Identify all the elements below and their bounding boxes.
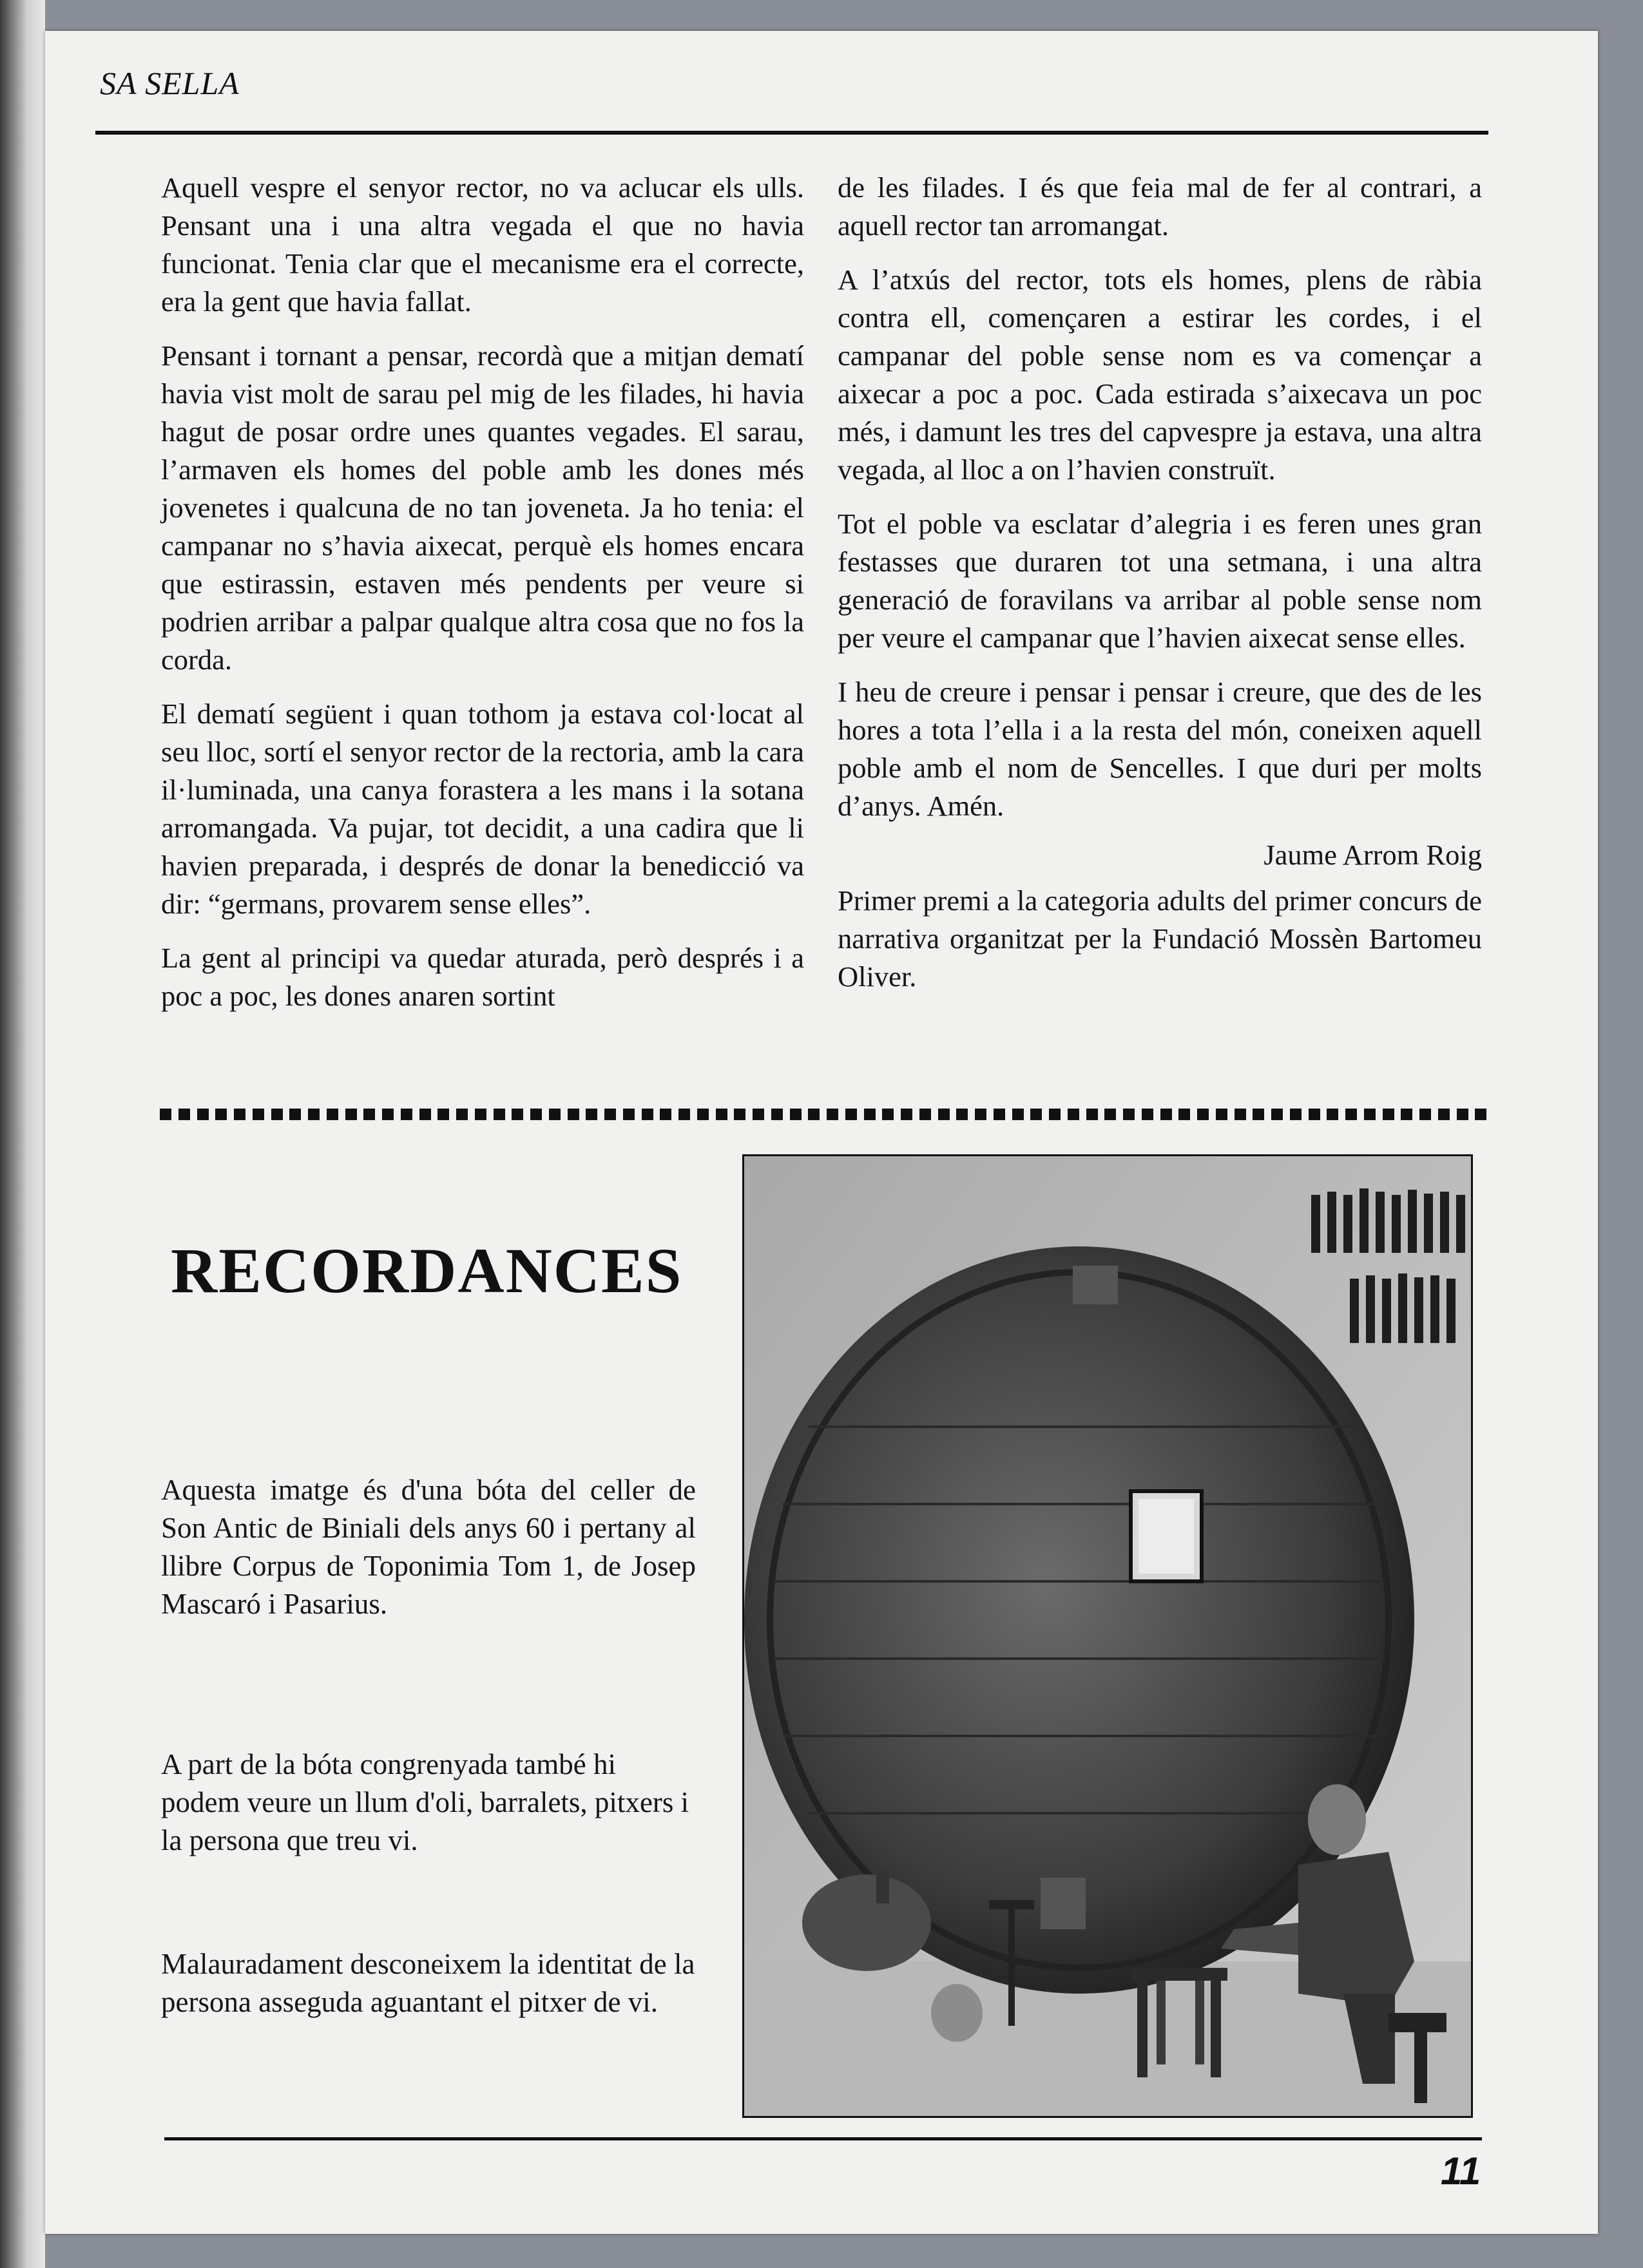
separator-dot <box>1457 1109 1468 1120</box>
separator-dot <box>1030 1109 1042 1120</box>
separator-dot <box>678 1109 690 1120</box>
separator-dot <box>345 1109 357 1120</box>
separator-dot <box>197 1109 209 1120</box>
separator-dot <box>178 1109 190 1120</box>
separator-dot <box>160 1109 171 1120</box>
separator-dot <box>994 1109 1005 1120</box>
header-rule <box>95 131 1488 135</box>
article-right-column <box>838 169 1482 1012</box>
article-paragraph: El dematí següent i quan tothom ja estava col·locat al seu lloc, sortí el senyor rector de la rectoria, amb la cara il·luminada, una canya forastera a les mans i la sotana arromangada. Va pujar, tot decidit, a una cadira que li havien preparada, i després de donar la benedicció va dir: “germans, provarem sense elles”. <box>161 698 804 920</box>
separator-dot <box>1197 1109 1209 1120</box>
page-number: 11 <box>1441 2149 1481 2193</box>
separator-dot <box>642 1109 653 1120</box>
separator-dot <box>382 1109 394 1120</box>
photo-caption-unknown-person: Malauradament desconeixem la identitat de la persona asseguda aguantant el pitxer de vi. <box>161 1948 695 2018</box>
separator-dot <box>437 1109 449 1120</box>
photo-caption-source: Aquesta imatge és d'una bóta del celler de Son Antic de Biniali dels anys 60 i pertany al llibre Corpus de Toponimia Tom 1, de Josep Mascaró i Pasarius. <box>161 1474 696 1620</box>
separator-dot <box>1216 1109 1227 1120</box>
article-paragraph: Tot el poble va esclatar d’alegria i es feren unes gran festasses que duraren tot una setmana, i una altra generació de foravilans va arribar al poble sense nom per veure el campanar que l’havien aixecat sense elles. <box>838 508 1482 654</box>
separator-dot <box>790 1109 802 1120</box>
article-paragraph: La gent al principi va quedar aturada, però després i a poc a poc, les dones anaren sortint <box>161 942 804 1012</box>
separator-dot <box>271 1109 283 1120</box>
separator-dot <box>1160 1109 1172 1120</box>
separator-dot <box>845 1109 857 1120</box>
dotted-separator <box>160 1107 1487 1122</box>
separator-dot <box>1309 1109 1320 1120</box>
separator-dot <box>697 1109 709 1120</box>
separator-dot <box>975 1109 986 1120</box>
separator-dot <box>253 1109 264 1120</box>
separator-dot <box>568 1109 579 1120</box>
separator-dot <box>1345 1109 1357 1120</box>
award-note: Primer premi a la categoria adults del primer concurs de narrativa organitzat per la Fundació Mossèn Bartomeu Oliver. <box>838 884 1482 993</box>
separator-dot <box>1142 1109 1153 1120</box>
separator-dot <box>327 1109 338 1120</box>
separator-dot <box>864 1109 876 1120</box>
separator-dot <box>1438 1109 1450 1120</box>
photo-caption-description: A part de la bóta congrenyada també hi podem veure un llum d'oli, barralets, pitxers i la persona que treu vi. <box>161 1748 689 1856</box>
book-spine <box>0 0 45 2268</box>
separator-dot <box>956 1109 968 1120</box>
article-paragraph: de les filades. I és que feia mal de fer al contrari, a aquell rector tan arromangat. <box>838 171 1482 242</box>
separator-dot <box>623 1109 635 1120</box>
separator-dot <box>1401 1109 1412 1120</box>
separator-dot <box>289 1109 301 1120</box>
separator-dot <box>1419 1109 1431 1120</box>
separator-dot <box>660 1109 671 1120</box>
footer-rule <box>164 2137 1482 2140</box>
separator-dot <box>1235 1109 1246 1120</box>
separator-dot <box>734 1109 745 1120</box>
article-paragraph: I heu de creure i pensar i pensar i creure, que des de les hores a tota l’ella i a la resta del món, coneixen aquell poble amb el nom de Sencelles. I que duri per molts d’anys. Amén. <box>838 676 1482 822</box>
article-author: Jaume Arrom Roig <box>1263 839 1482 871</box>
separator-dot <box>215 1109 227 1120</box>
separator-dot <box>1178 1109 1190 1120</box>
separator-dot <box>1086 1109 1098 1120</box>
separator-dot <box>753 1109 764 1120</box>
separator-dot <box>1475 1109 1486 1120</box>
separator-dot <box>1383 1109 1394 1120</box>
separator-dot <box>1049 1109 1061 1120</box>
separator-dot <box>808 1109 820 1120</box>
separator-dot <box>771 1109 783 1120</box>
separator-dot <box>1068 1109 1079 1120</box>
separator-dot <box>716 1109 727 1120</box>
separator-dot <box>919 1109 931 1120</box>
separator-dot <box>1327 1109 1338 1120</box>
wine-barrel-photo <box>742 1154 1473 2118</box>
article-paragraph: Pensant i tornant a pensar, recordà que a mitjan dematí havia vist molt de sarau pel mig de les filades, hi havia hagut de posar ordre unes quantes vegades. El sarau, l’armaven els homes del poble amb les dones més jovenetes i qualcuna de no tan joveneta. Ja ho tenia: el campanar no s’havia aixecat, perquè els homes encara que estirassin, estaven més pendents per veure si podrien arribar a palpar qualque altra cosa que no fos la corda. <box>161 339 804 676</box>
separator-dot <box>363 1109 375 1120</box>
separator-dot <box>419 1109 431 1120</box>
separator-dot <box>1012 1109 1024 1120</box>
running-title: SA SELLA <box>100 65 240 101</box>
separator-dot <box>1364 1109 1376 1120</box>
separator-dot <box>549 1109 561 1120</box>
separator-dot <box>1271 1109 1283 1120</box>
separator-dot <box>401 1109 412 1120</box>
article-left-column <box>161 169 804 1031</box>
separator-dot <box>456 1109 468 1120</box>
separator-dot <box>512 1109 523 1120</box>
separator-dot <box>1290 1109 1302 1120</box>
separator-dot <box>604 1109 616 1120</box>
section-heading: RECORDANCES <box>171 1235 683 1306</box>
separator-dot <box>938 1109 950 1120</box>
separator-dot <box>827 1109 838 1120</box>
article-paragraph: A l’atxús del rector, tots els homes, plens de ràbia contra ell, començaren a estirar les cordes, i el campanar del poble sense nom es va començar a aixecar a poc a poc. Cada estirada s’aixecava un poc més, i damunt les tres del capvespre ja estava, una altra vegada, al lloc a on l’havien construït. <box>838 263 1482 486</box>
separator-dot <box>234 1109 245 1120</box>
separator-dot <box>494 1109 505 1120</box>
separator-dot <box>308 1109 320 1120</box>
separator-dot <box>882 1109 894 1120</box>
separator-dot <box>1253 1109 1264 1120</box>
separator-dot <box>1104 1109 1116 1120</box>
separator-dot <box>1123 1109 1135 1120</box>
separator-dot <box>475 1109 486 1120</box>
separator-dot <box>586 1109 597 1120</box>
separator-dot <box>901 1109 912 1120</box>
separator-dot <box>530 1109 542 1120</box>
article-paragraph: Aquell vespre el senyor rector, no va aclucar els ulls. Pensant una i una altra vegada el que no havia funcionat. Tenia clar que el mecanisme era el correcte, era la gent que havia fallat. <box>161 171 804 318</box>
